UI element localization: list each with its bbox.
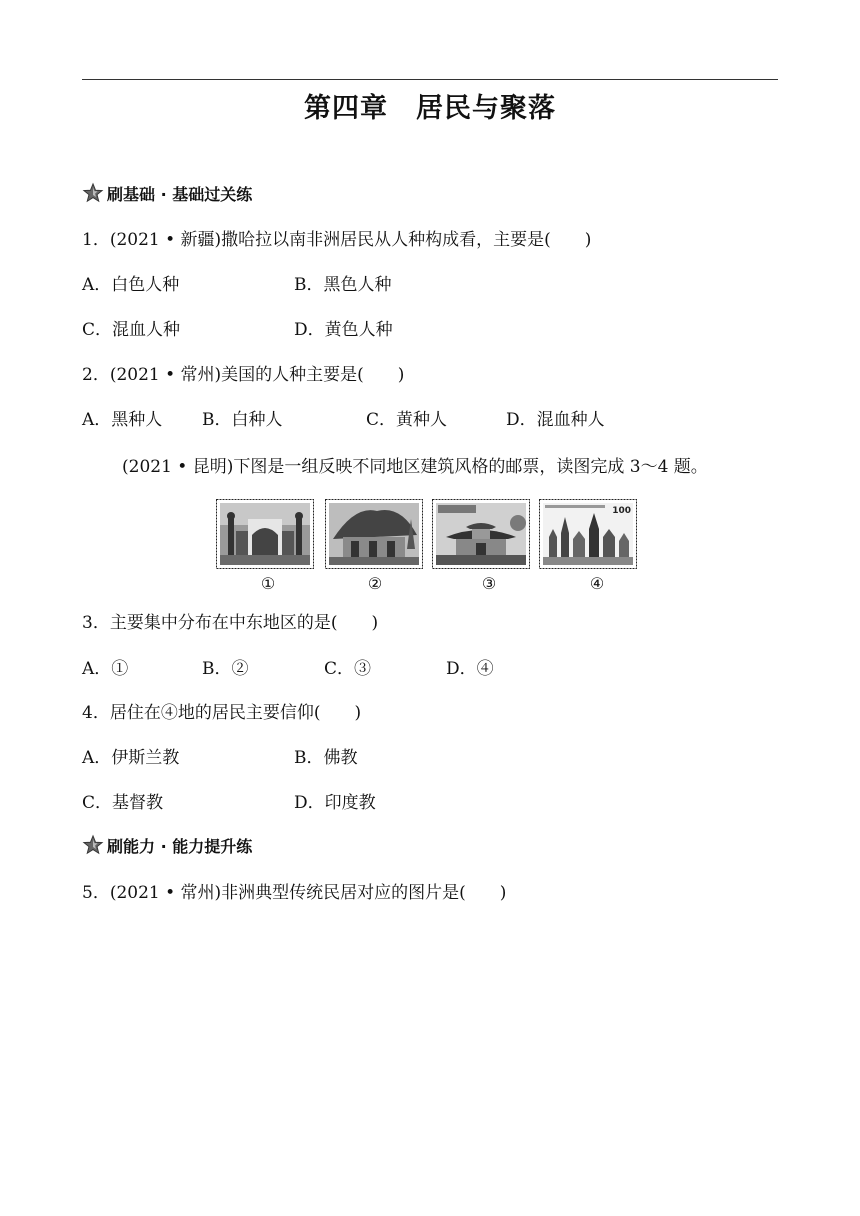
question-2-option-c: C．黄种人 (366, 410, 448, 430)
question-2-option-a: A．黑种人 (82, 410, 163, 430)
stamp-3-temple-image (432, 499, 530, 569)
section-ability-label: 刷能力 · 能力提升练 (107, 836, 253, 856)
question-3-option-c: C．③ (324, 659, 372, 679)
question-3-option-b: B．② (202, 659, 249, 679)
question-3-option-a: A．① (82, 659, 129, 679)
stamp-3-label: ③ (481, 574, 497, 593)
question-1-option-a: A．白色人种 (82, 275, 180, 295)
section-ability-header (82, 832, 252, 858)
question-3-option-d: D．④ (446, 659, 494, 679)
question-1-option-c: C．混血人种 (82, 320, 181, 340)
section-basic-header (82, 180, 252, 206)
stamp-1-label: ① (260, 574, 276, 593)
stamp-4-european-town-image (539, 499, 637, 569)
question-4-option-a: A．伊斯兰教 (82, 748, 180, 768)
stamp-2-label: ② (367, 574, 383, 593)
question-1-stem: 1．(2021 • 新疆)撒哈拉以南非洲居民从人种构成看，主要是( ) (82, 230, 592, 250)
star-icon (82, 182, 104, 204)
stamp-intro-text: (2021 • 昆明)下图是一组反映不同地区建筑风格的邮票，读图完成 3～4 题。 (122, 457, 708, 477)
question-4-option-c: C．基督教 (82, 793, 164, 813)
stamp-4-denomination: 100 (612, 506, 631, 516)
question-2-option-d: D．混血种人 (506, 410, 605, 430)
question-1-option-b: B．黑色人种 (294, 275, 392, 295)
stamp-figure (216, 499, 642, 571)
page-title: 第四章 居民与聚落 (304, 93, 556, 124)
section-basic-label: 刷基础 · 基础过关练 (107, 184, 253, 204)
question-3-stem: 3．主要集中分布在中东地区的是( ) (82, 613, 379, 633)
question-2-option-b: B．白种人 (202, 410, 283, 430)
question-4-option-d: D．印度教 (294, 793, 376, 813)
stamp-1-mosque-image (216, 499, 314, 569)
question-4-option-b: B．佛教 (294, 748, 358, 768)
question-1-option-d: D．黄色人种 (294, 320, 393, 340)
question-2-stem: 2．(2021 • 常州)美国的人种主要是( ) (82, 365, 405, 385)
stamp-2-thatched-house-image (325, 499, 423, 569)
header-rule (82, 79, 778, 80)
star-icon (82, 834, 104, 856)
stamp-4-label: ④ (589, 574, 605, 593)
question-5-stem: 5．(2021 • 常州)非洲典型传统民居对应的图片是( ) (82, 883, 507, 903)
question-4-stem: 4．居住在④地的居民主要信仰( ) (82, 703, 362, 723)
